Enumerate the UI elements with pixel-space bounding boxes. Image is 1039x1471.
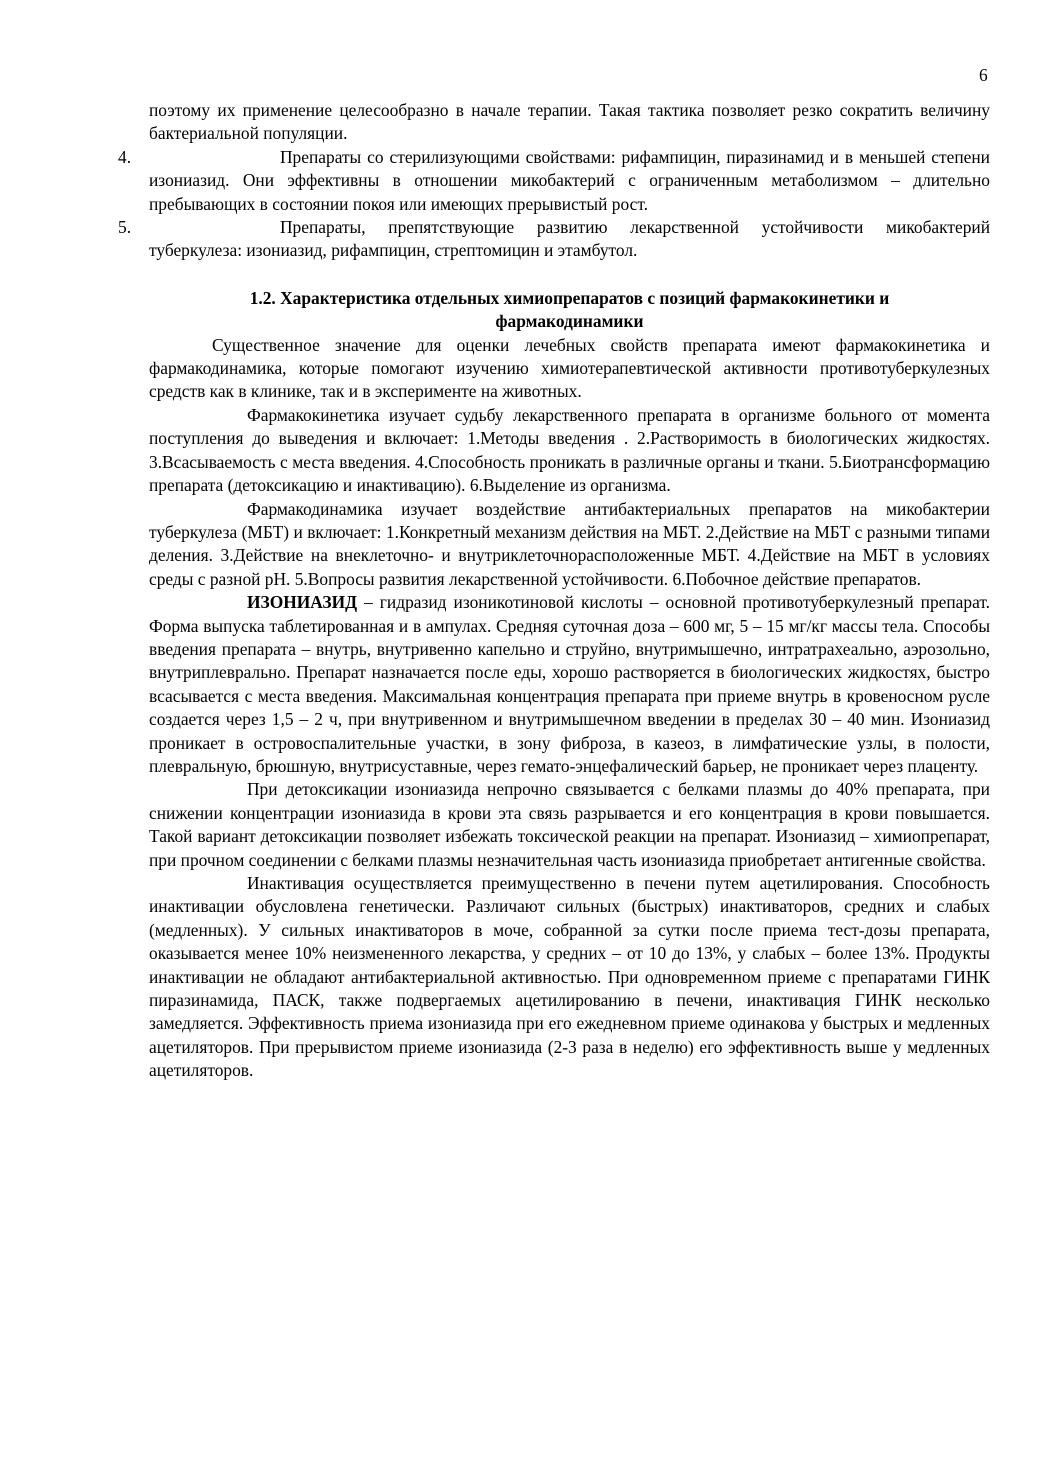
list-number: 4. <box>118 146 132 167</box>
paragraph-inactivation: Инактивация осуществляется преимущественно в печени путем ацетилирования. Способность инактивации обусловлена генетически. Различают сильных (быстрых) инактиваторов, средних и слабых (медленных). У сильных инактиваторов в моче, собранной за сутки после приема тест-дозы препарата, оказывается менее 10% неизмененного лекарства, у средних – от 10 до 13%, у слабых – более 13%. Продукты инактивации не обладают антибактериальной активностью. При одновременном приеме с препаратами ГИНК пиразинамида, ПАСК, также подвергаемых ацетилированию в печени, инактивация ГИНК несколько замедляется. Эффективность приема изониазида при его ежедневном приеме одинакова у быстрых и медленных ацетиляторов. При прерывистом приеме изониазида (2-3 раза в неделю) его эффективность выше у медленных ацетиляторов. <box>149 873 990 1081</box>
list-item-4 <box>118 146 990 216</box>
heading-line-1: 1.2. Характеристика отдельных химиопрепаратов с позиций фармакокинетики и <box>249 287 890 308</box>
list-item-text: Препараты, препятствующие развитию лекарственной устойчивости микобактерий туберкулеза: изониазид, рифампицин, стрептомицин и этамбутол. <box>149 217 990 261</box>
paragraph-detoxication: При детоксикации изониазида непрочно связывается с белками плазмы до 40% препарата, при снижении концентрации изониазида в крови эта связь разрывается и его концентрация в крови повышается. Такой вариант детоксикации позволяет избежать токсической реакции на препарат. Изониазид – химиопрепарат, при прочном соединении с белками плазмы незначительная часть изониазида приобретает антигенные свойства. <box>149 779 990 870</box>
section-heading <box>149 287 990 334</box>
document-body <box>118 99 990 1083</box>
heading-line-2: фармакодинамики <box>495 311 644 332</box>
list-item-5 <box>118 216 990 263</box>
paragraph-pharmacodynamics: Фармакодинамика изучает воздействие антибактериальных препаратов на микобактерии туберкулеза (МБТ) и включает: 1.Конкретный механизм действия на МБТ. 2.Действие на МБТ с разными типами деления. 3.Действие на внеклеточно- и внутриклеточнорасположенные МБТ. 4.Действие на МБТ в условиях среды с разной pH. 5.Вопросы развития лекарственной устойчивости. 6.Побочное действие препаратов. <box>149 498 990 589</box>
list-number: 5. <box>118 217 132 238</box>
paragraph-1: Существенное значение для оценки лечебных свойств препарата имеют фармакокинетика и фармакодинамика, которые помогают изучению химиотерапевтической активности противотуберкулезных средств как в клинике, так и в эксперименте на животных. <box>149 334 990 402</box>
list-item-text: Препараты со стерилизующими свойствами: рифампицин, пиразинамид и в меньшей степени изониазид. Они эффективны в отношении микобактерий с ограниченным метаболизмом – длительно пребывающих в состоянии покоя или имеющих прерывистый рост. <box>149 146 990 214</box>
paragraph-isoniazid <box>149 591 990 778</box>
isoniazid-term: ИЗОНИАЗИД <box>247 592 358 613</box>
page-number: 6 <box>979 65 988 85</box>
paragraph-continuation: поэтому их применение целесообразно в начале терапии. Такая тактика позволяет резко сократить величину бактериальной популяции. <box>149 100 990 144</box>
paragraph-pharmacokinetics: Фармакокинетика изучает судьбу лекарственного препарата в организме больного от момента поступления до выведения и включает: 1.Методы введения . 2.Растворимость в биологических жидкостях. 3.Всасываемость с места введения. 4.Способность проникать в различные органы и ткани. 5.Биотрансформацию препарата (детоксикацию и инактивацию). 6.Выделение из организма. <box>149 404 990 496</box>
isoniazid-description: – гидразид изоникотиновой кислоты – основной противотуберкулезный препарат. Форма выпуска таблетированная и в ампулах. Средняя суточная доза – 600 мг, 5 – 15 мг/кг массы тела. Способы введения препарата – внутрь, внутривенно капельно и струйно, внутримышечно, интратрахеально, аэрозольно, внутриплеврально. Препарат назначается после еды, хорошо растворяется в биологических жидкостях, быстро всасывается с места введения. Максимальная концентрация препарата при приеме внутрь в кровеносном русле создается через 1,5 – 2 ч, при внутривенном и внутримышечном введении в пределах 30 – 40 мин. Изониазид проникает в островоспалительные участки, в зону фиброза, в казеоз, в лимфатические узлы, в полости, плевральную, брюшную, внутрисуставные, через гемато-энцефалический барьер, не проникает через плаценту. <box>149 592 990 776</box>
